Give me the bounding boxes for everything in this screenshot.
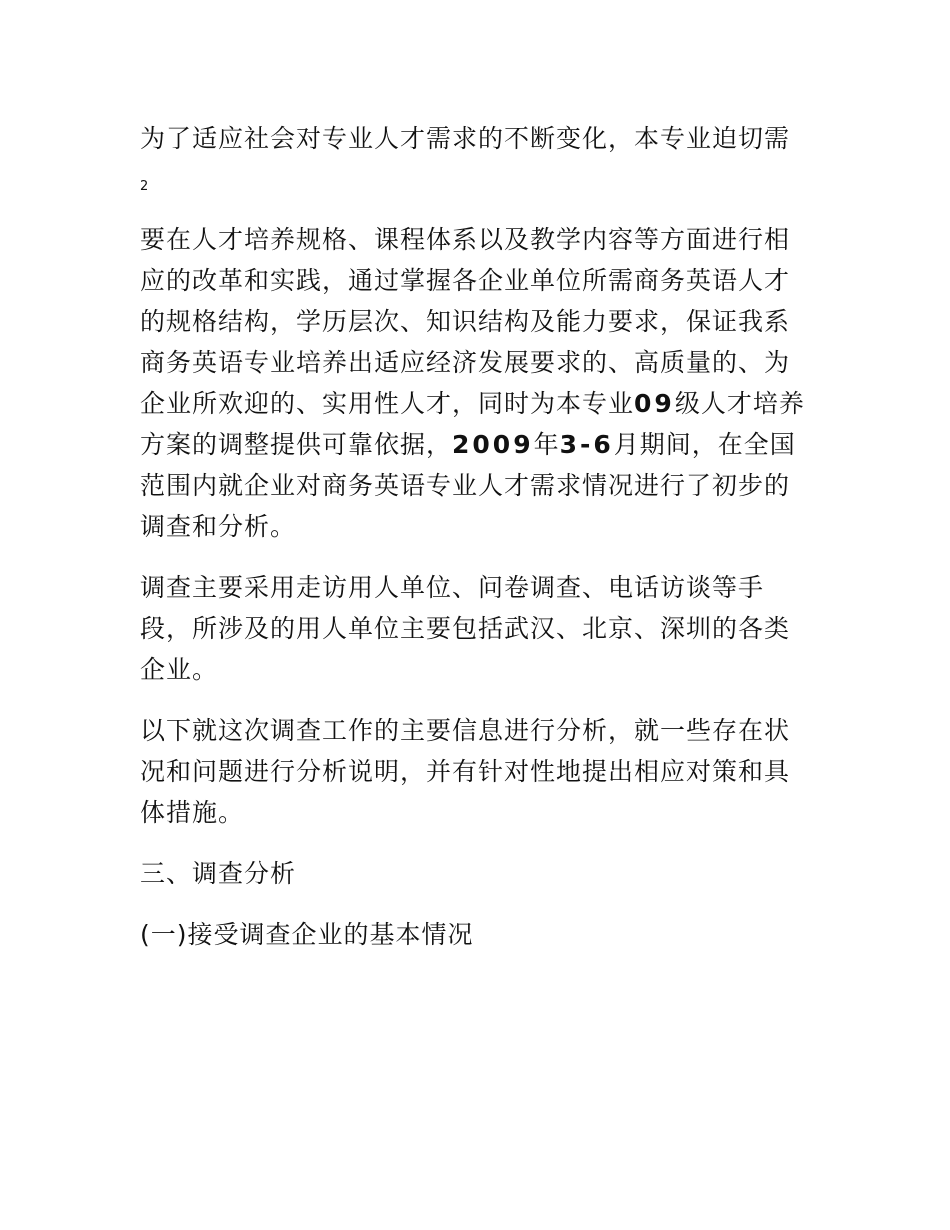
section-heading: 三、调查分析 xyxy=(140,859,297,888)
subsection-heading: (一)接受调查企业的基本情况 xyxy=(140,920,474,949)
paragraph-purpose-text-4: 月期间，在全国范围内就企业对商务英语专业人才需求情况进行了初步的调查和分析。 xyxy=(140,430,796,541)
paragraph-purpose xyxy=(140,219,810,547)
document-page xyxy=(140,118,810,955)
year-code: 09 xyxy=(634,389,675,418)
paragraph-overview: 以下就这次调查工作的主要信息进行分析，就一些存在状况和问题进行分析说明，并有针对性地提出相应对策和具体措施。 xyxy=(140,716,791,827)
paragraph-purpose-text-1: 要在人才培养规格、课程体系以及教学内容等方面进行相应的改革和实践，通过掌握各企业单位所需商务英语人才的规格结构，学历层次、知识结构及能力要求，保证我系商务英语专业培养出适应经济发展要求的、高质量的、为企业所欢迎的、实用性人才，同时为本专业 xyxy=(140,225,791,418)
paragraph-intro: 为了适应社会对专业人才需求的不断变化，本专业迫切需 xyxy=(140,124,791,153)
survey-year: 2009 xyxy=(452,430,534,459)
page-number: 2 xyxy=(140,179,149,194)
paragraph-methods: 调查主要采用走访用人单位、问卷调查、电话访谈等手段，所涉及的用人单位主要包括武汉、北京、深圳的各类企业。 xyxy=(140,573,791,684)
survey-months: 3-6 xyxy=(559,430,614,459)
paragraph-purpose-text-2: 级人才培养方案的调整提供可靠依据， xyxy=(140,389,805,459)
paragraph-purpose-text-3: 年 xyxy=(533,430,560,459)
